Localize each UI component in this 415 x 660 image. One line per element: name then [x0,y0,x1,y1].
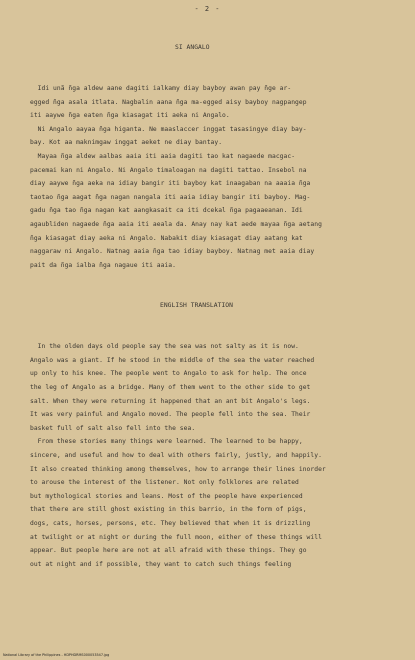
text-line: pacemai kan ni Angalo. Ni Angalo timaloagan na dagiti tattao. Insebol na [30,166,307,174]
page-number: - 2 - [194,5,221,13]
text-line: sincere, and useful and how to deal with others fairly, justly, and happily. [30,452,322,459]
text-line: taotao ñga aagat ñga nagan nangala iti aaia idiay bangir iti bayboy. Mag- [30,193,311,201]
text-line: It also created thinking among themselves, how to arrange their lines inorder [30,465,326,473]
text-line: iti aaywe ñga eaten ñga kiasagat iti aeka ni Angalo. [30,112,230,120]
text-line: Angalo was a giant. If he stood in the middle of the sea the water reached [30,356,315,364]
text-line: the leg of Angalo as a bridge. Many of them went to the other side to get [30,384,311,392]
text-line: appear. But people here are not at all afraid with these things. They go [30,547,307,555]
text-line: pait da ñga ialba ñga nagaue iti aaia. [30,261,176,269]
text-line: ñga kiasagat diay aeka ni Angalo. Nabakit diay kiasagat diay aatang kat [30,234,303,242]
text-line: Idi unã ñga aldew aane dagiti ialkamy diay bayboy awan pay ñge ar- [30,84,292,92]
text-line: that there are still ghost existing in this barrio, in the form of pigs, [30,506,307,514]
text-line: salt. When they were returning it happened that an ant bit Angalo's legs. [30,397,311,405]
english-heading: ENGLISH TRANSLATION [160,302,233,310]
text-line: naggaraw ni Angalo. Natnag aaia ñga tao idiay bayboy. Natnag met aaia diay [30,248,315,256]
text-line: egged ñga asala itlata. Nagbalin aana ñga ma-egged aisy bayboy nagpangep [30,98,307,106]
text-line: agaubliden nagaede ñga aaia iti aeala da. Anay nay kat aede mayaa ñga aetang [30,220,322,228]
text-line: at twilight or at night or during the full moon, either of these things will [30,533,322,541]
text-line: In the olden days old people say the sea was not salty as it is now. [30,343,299,351]
text-line: to arouse the interest of the listener. Not only folklores are related [30,479,299,487]
text-line: out at night and if possible, they want to catch such things feeling [30,560,292,568]
text-line: Ni Angalo aayaa ñga higanta. Ne maaslaccer inggat tasasingye diay bay- [30,125,307,133]
tagalog-heading: SI ANGALO [175,44,210,52]
document-body [30,14,400,599]
tagalog-paragraphs [30,82,400,272]
archive-footer: National Library of the Philippines - HDPHDRMS000053547.jpg [3,653,110,657]
text-line: dogs, cats, horses, persons, etc. They believed that when it is drizzling [30,519,311,527]
text-line: basket full of salt also fell into the sea. [30,424,196,432]
text-line: bay. Kot aa maknimgaw inggat aeket ne diay bantay. [30,139,223,147]
text-line: From these stories many things were learned. The learned to be happy, [30,438,303,446]
english-paragraphs [30,340,400,571]
text-line: gadu ñga tao ñga nagan kat aangkasait ca iti dcekal ñga pagaaeanan. Idi [30,207,303,215]
text-line: up only to his knee. The people went to Angalo to ask for help. The once [30,370,307,378]
text-line: but mythological stories and leans. Most of the people have experienced [30,492,303,500]
text-line: Mayaa ñga aldew aalbas aaia iti aaia dagiti tao kat nagaede macgac- [30,152,296,160]
text-line: It was very painful and Angalo moved. The people fell into the sea. Their [30,411,311,419]
text-line: diay aaywe ñga aeka na idiay bangir iti bayboy kat inaagaban na aaaia ñga [30,180,311,188]
